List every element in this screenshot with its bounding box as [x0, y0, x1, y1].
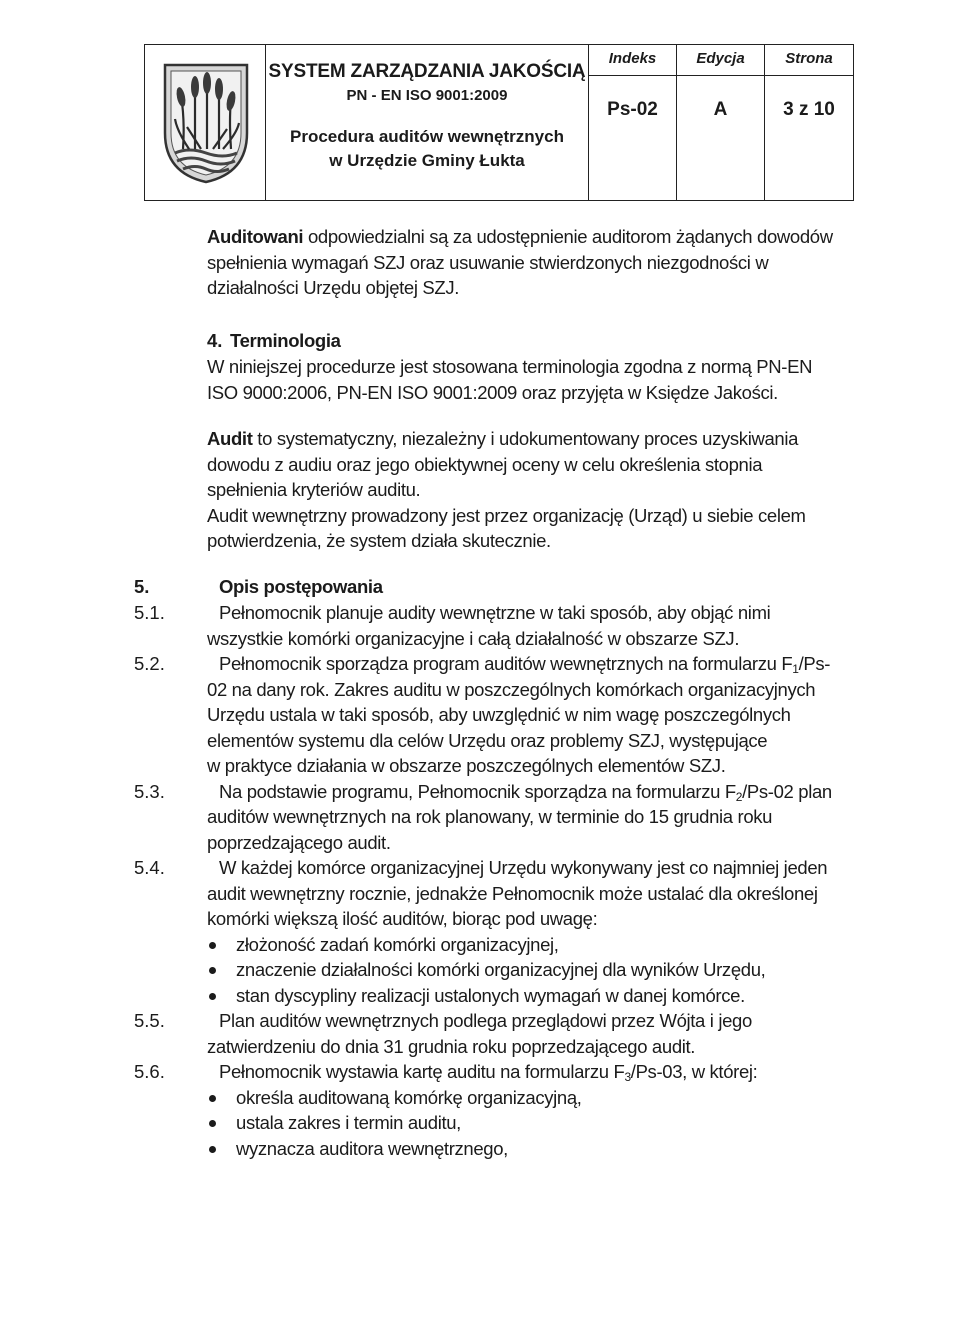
item-line: zatwierdzeniu do dnia 31 grudnia roku poprzedzającego audit.: [207, 1035, 696, 1057]
item-number: 5.1.: [134, 602, 165, 623]
item-line: wszystkie komórki organizacyjne i całą działalność w obszarze SZJ.: [207, 627, 740, 649]
internal-audit-line: potwierdzenia, że system działa skutecznie.: [207, 530, 551, 551]
office-name: w Urzędzie Gminy Łukta: [329, 151, 525, 170]
item-line: [219, 1059, 757, 1088]
item-line: 02 na dany rok. Zakres auditu w poszczególnych komórkach organizacyjnych: [207, 678, 816, 700]
section-number: 5.: [134, 576, 150, 597]
item-line-text: Pełnomocnik sporządza program auditów wewnętrznych na formularzu F: [219, 653, 793, 674]
standard-label: PN - EN ISO 9001:2009: [346, 87, 508, 104]
index-column-label: Indeks: [608, 50, 657, 67]
item-number: 5.4.: [134, 857, 165, 878]
list-item-text: stan dyscypliny realizacji ustalonych wymagań w danej komórce.: [236, 984, 745, 1006]
intro-line: działalności Urzędu objętej SZJ.: [207, 277, 460, 298]
terminology-line: W niniejszej procedurze jest stosowana terminologia zgodna z normą PN-EN: [207, 356, 813, 377]
municipality-coat-of-arms-logo: [161, 61, 251, 185]
item-line-text: /Ps-: [798, 653, 831, 674]
auditees-term: Auditowani: [207, 226, 304, 247]
procedure-name: Procedura auditów wewnętrznych: [290, 127, 564, 146]
audit-definition-line: dowodu z audiu oraz jego obiektywnej oceny w celu określenia stopnia: [207, 453, 763, 475]
item-line-text: Pełnomocnik wystawia kartę auditu na formularzu F: [219, 1061, 625, 1082]
item-line: audit wewnętrzny rocznie, jednakże Pełnomocnik może ustalać dla określonej: [207, 882, 818, 904]
header-divider: [764, 45, 765, 200]
section-title: Opis postępowania: [219, 576, 383, 597]
item-line-text: Na podstawie programu, Pełnomocnik sporządza na formularzu F: [219, 780, 736, 802]
list-item-text: wyznacza auditora wewnętrznego,: [236, 1137, 508, 1159]
form-subscript: 3: [624, 1070, 631, 1084]
section-number: 4.: [207, 330, 223, 351]
intro-line: odpowiedzialni są za udostępnienie auditorom żądanych dowodów: [303, 226, 833, 247]
audit-definition-line: spełnienia kryteriów auditu.: [207, 479, 421, 500]
audit-definition-line: to systematyczny, niezależny i udokumentowany proces uzyskiwania: [252, 428, 799, 449]
section-title: Terminologia: [230, 330, 341, 351]
item-line: elementów systemu dla celów Urzędu oraz problemy SZJ, występujące: [207, 729, 768, 751]
item-line: auditów wewnętrznych na rok planowany, w terminie do 15 grudnia roku: [207, 806, 773, 827]
bullet-icon: [209, 1120, 216, 1127]
document-header: [144, 44, 854, 201]
form-subscript: 2: [735, 789, 743, 804]
header-row-divider: [589, 75, 853, 76]
list-item-text: złożoność zadań komórki organizacyjnej,: [236, 933, 559, 955]
intro-paragraph: [207, 224, 848, 250]
list-item-text: ustala zakres i termin auditu,: [236, 1112, 461, 1133]
internal-audit-line: Audit wewnętrzny prowadzony jest przez organizację (Urząd) u siebie celem: [207, 504, 806, 526]
bullet-icon: [209, 942, 216, 949]
item-line: Plan auditów wewnętrznych podlega przeglądowi przez Wójta i jego: [219, 1010, 752, 1031]
item-line: Pełnomocnik planuje audity wewnętrzne w taki sposób, aby objąć nimi: [219, 602, 771, 623]
bullet-icon: [209, 993, 216, 1000]
form-subscript: 1: [792, 662, 799, 676]
item-line: [219, 651, 830, 680]
bullet-icon: [209, 967, 216, 974]
item-line: W każdej komórce organizacyjnej Urzędu wykonywany jest co najmniej jeden: [219, 857, 828, 878]
bullet-icon: [209, 1095, 216, 1102]
audit-definition: [207, 426, 848, 452]
intro-line: spełnienia wymagań SZJ oraz usuwanie stwierdzonych niezgodności w: [207, 251, 769, 273]
item-number: 5.2.: [134, 653, 165, 674]
item-number: 5.3.: [134, 780, 165, 802]
item-line: poprzedzającego audit.: [207, 831, 391, 853]
bullet-icon: [209, 1146, 216, 1153]
edition-column-label: Edycja: [696, 50, 745, 67]
item-line: Urzędu ustala w taki sposób, aby uwzględnić w nim wagę poszczególnych: [207, 704, 791, 725]
page-number: 3 z 10: [783, 99, 835, 120]
page-column-label: Strona: [785, 50, 833, 67]
item-line-text: /Ps-03, w której:: [630, 1061, 758, 1082]
list-item-text: określa auditowaną komórkę organizacyjną,: [236, 1086, 582, 1108]
terminology-line: ISO 9000:2006, PN-EN ISO 9001:2009 oraz przyjęta w Księdze Jakości.: [207, 381, 778, 403]
edition-value: A: [713, 99, 728, 120]
item-line: w praktyce działania w obszarze poszczególnych elementów SZJ.: [207, 755, 726, 776]
audit-term: Audit: [207, 428, 253, 449]
item-line: komórki większą ilość auditów, biorąc pod uwagę:: [207, 908, 598, 929]
item-line-text: /Ps-02 plan: [742, 780, 832, 802]
item-line: [219, 779, 832, 808]
system-title: SYSTEM ZARZĄDZANIA JAKOŚCIĄ: [268, 61, 586, 82]
list-item-text: znaczenie działalności komórki organizacyjnej dla wyników Urzędu,: [236, 959, 766, 980]
index-value: Ps-02: [607, 99, 658, 120]
item-number: 5.6.: [134, 1061, 165, 1082]
item-number: 5.5.: [134, 1010, 165, 1031]
header-divider: [676, 45, 677, 200]
